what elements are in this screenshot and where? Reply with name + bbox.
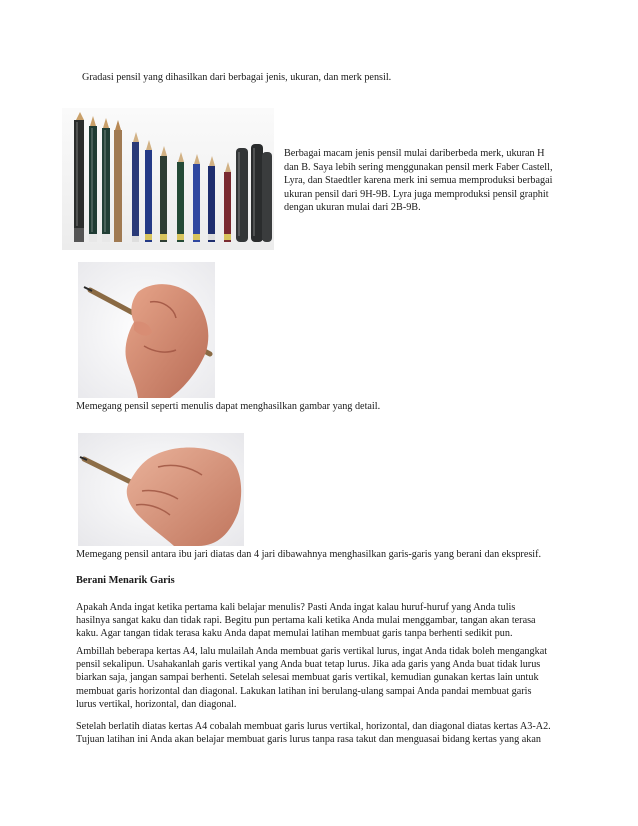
side-text-line: dengan ukuran mulai dari 2B-9B.: [284, 202, 421, 214]
paragraph-line: Ambillah beberapa kertas A4, lalu mulailah Anda membuat garis vertikal lurus, ingat Anda tidak boleh mengangkat: [76, 646, 548, 657]
paragraph-line: Apakah Anda ingat ketika pertama kali belajar menulis? Pasti Anda ingat kalau huruf-huruf yang Anda tulis: [76, 602, 516, 613]
paragraph-line: hasilnya sangat kaku dan tidak rapi. Begitu pun pertama kali ketika Anda mulai menggambar, tangan akan terasa: [76, 615, 536, 627]
paragraph-1: [76, 601, 566, 641]
side-text-line: Berbagai macam jenis pensil mulai dariberbeda merk, ukuran H: [284, 148, 545, 159]
hand-writing-grip-image: [78, 262, 215, 398]
paragraph-line: Tujuan latihan ini Anda akan belajar membuat garis lurus tanpa rasa takut dan menguasai bidang kertas yang akan: [76, 734, 541, 746]
caption-writing-grip: Memegang pensil seperti menulis dapat menghasilkan gambar yang detail.: [76, 401, 381, 412]
pencil-brands-text: [284, 147, 584, 215]
hand-overhand-grip-image: [78, 433, 244, 546]
paragraph-3: [76, 720, 566, 746]
side-text-line: Lyra, dan Staedtler karena merk ini semua memproduksi berbagai: [284, 175, 553, 187]
paragraph-line: membuat garis horizontal dan diagonal. Lakukan latihan ini berulang-ulang sampai Anda pandai membuat garis: [76, 685, 532, 697]
side-text-line: dan B. Saya lebih sering menggunakan pensil merk Faber Castell,: [284, 161, 553, 173]
paragraph-line: kaku. Agar tangan tidak terasa kaku Anda dapat memulai latihan membuat garis tanpa berhenti sedikit pun.: [76, 628, 513, 640]
section-heading: Berani Menarik Garis: [76, 575, 175, 586]
paragraph-line: biarkan saja, jangan sampai berhenti. Setelah selesai membuat garis vertikal, kemudian gunakan kertas lain untuk: [76, 672, 539, 684]
paragraph-line: pensil sekalipun. Usahakanlah garis vertikal yang Anda buat tetap lurus. Jika ada garis yang Anda buat tidak lurus: [76, 659, 541, 671]
caption-pencil-gradation: Gradasi pensil yang dihasilkan dari berbagai jenis, ukuran, dan merk pensil.: [82, 72, 392, 83]
paragraph-line: Setelah berlatih diatas kertas A4 cobalah membuat garis lurus vertikal, horizontal, dan diagonal diatas kertas A3-A2.: [76, 721, 551, 732]
side-text-line: ukuran pensil dari 9H-9B. Lyra juga memproduksi pensil graphit: [284, 188, 549, 200]
caption-overhand-grip: Memegang pensil antara ibu jari diatas dan 4 jari dibawahnya menghasilkan garis-garis yang berani dan ekspresif.: [76, 549, 542, 560]
paragraph-line: lurus vertikal, horizontal, dan diagonal.: [76, 698, 237, 710]
pencils-image: [62, 108, 274, 250]
paragraph-2: [76, 645, 566, 711]
